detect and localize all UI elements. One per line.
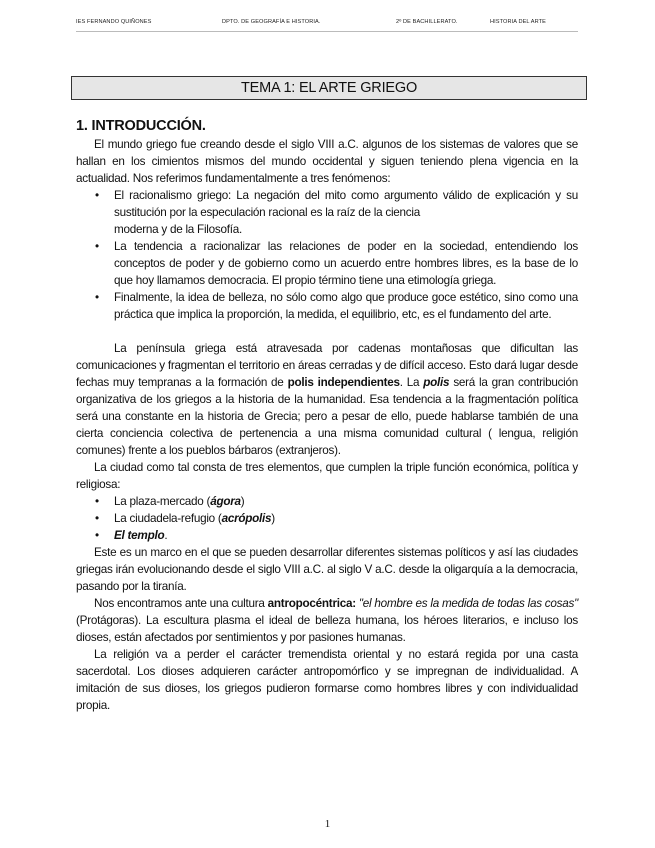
temple-term: El templo xyxy=(114,529,165,542)
anthropo-pre: Nos encontramos ante una cultura xyxy=(94,597,265,610)
peninsula-text-3: será la gran contribución organizativa de los griegos a la historia de la humanidad. Esa tendencia a la fragmentación política será una constante en la historia de Grecia; pero a pesar de ello, puede hablarse también de una cierta conciencia colectiva de pertenencia a una misma comunidad cultural ( lengua, religión comunes) frente a los pueblos bárbaros (extranjeros). xyxy=(76,376,579,457)
polis-term: polis xyxy=(423,376,450,389)
list-item-text: ) xyxy=(271,512,275,525)
list-item-text-cont: moderna y de la Filosofía. xyxy=(114,223,242,236)
list-item-text: La ciudadela-refugio ( xyxy=(114,512,222,525)
section-heading: 1. INTRODUCCIÓN. xyxy=(76,118,206,134)
document-body xyxy=(76,136,578,714)
list-item-text: La tendencia a racionalizar las relaciones de poder en la sociedad, entendiendo los conceptos de poder y de gobierno como un acuerdo entre hombres libres, es la base de lo que hoy llamamos democracia. El propio término tiene una etimología griega. xyxy=(114,240,578,287)
bullet-icon: • xyxy=(95,529,99,542)
list-item xyxy=(76,187,578,238)
bullet-icon: • xyxy=(95,512,99,525)
header-school: IES FERNANDO QUIÑONES xyxy=(76,19,152,25)
bullet-icon: • xyxy=(95,240,99,253)
list-item xyxy=(76,527,578,544)
list-item xyxy=(76,238,578,289)
list-item-text: ) xyxy=(240,495,245,508)
bullet-icon: • xyxy=(95,189,99,202)
list-item-text: Finalmente, la idea de belleza, no sólo como algo que produce goce estético, sino como una práctica que implica la proporción, la medida, el equilibrio, etc, es el fundamento del arte. xyxy=(114,291,578,321)
list-item-text: La plaza-mercado ( xyxy=(114,495,211,508)
acropolis-term: acrópolis xyxy=(221,512,272,525)
header-course: 2º DE BACHILLERATO. xyxy=(396,19,458,25)
list-item xyxy=(76,493,578,510)
agora-term: ágora xyxy=(210,495,241,508)
list-item xyxy=(76,510,578,527)
list-item-text: El racionalismo griego: La negación del mito como argumento válido de explicación y su sustitución por la especulación racional es la raíz de la ciencia xyxy=(114,189,578,219)
antropocentrica-term: antropocéntrica: xyxy=(267,597,356,610)
protagoras-quote: "el hombre es la medida de todas las cosas" xyxy=(358,597,578,610)
peninsula-text-2: . La xyxy=(399,376,420,389)
header-subject: HISTORIA DEL ARTE xyxy=(490,19,546,25)
intro-paragraph: El mundo griego fue creando desde el siglo VIII a.C. algunos de los sistemas de valores que se hallan en los cimientos mismos del mundo occidental y siguen teniendo plena vigencia en la actualidad. Nos referimos fundamentalmente a tres fenómenos: xyxy=(76,138,578,185)
list-item-text: . xyxy=(164,529,168,542)
peninsula-paragraph xyxy=(76,340,578,459)
phenomena-list xyxy=(76,187,578,323)
bullet-icon: • xyxy=(95,291,99,304)
page-header xyxy=(76,17,578,32)
anthropocentric-paragraph xyxy=(76,595,578,646)
religion-paragraph: La religión va a perder el carácter tremendista oriental y no estará regida por una casta sacerdotal. Los dioses adquieren carácter antropomórfico y se impregnan de individualidad. A imitación de sus dioses, los griegos pudieron formarse como hombres libres y con individualidad propia. xyxy=(76,648,578,712)
peninsula-text-1: La península griega está atravesada por cadenas montañosas que dificultan las comunicaciones y fragmentan el territorio en áreas cerradas y de difícil acceso. Esto dará lugar desde fechas muy tempranas a la formación de xyxy=(76,342,579,389)
list-item xyxy=(76,289,578,323)
framework-paragraph: Este es un marco en el que se pueden desarrollar diferentes sistemas políticos y así las ciudades griegas irán evolucionando desde el siglo VIII a.C. al siglo V a.C. desde la oligarquía a la democracia, pasando por la tiranía. xyxy=(76,546,578,593)
city-elements-list xyxy=(76,493,578,544)
anthropo-post: (Protágoras). La escultura plasma el ideal de belleza humana, los héroes literarios, e incluso los dioses, están afectados por sentimientos y por pasiones humanas. xyxy=(76,614,578,644)
document-title: TEMA 1: EL ARTE GRIEGO xyxy=(71,76,587,100)
bullet-icon: • xyxy=(95,495,99,508)
city-intro-paragraph: La ciudad como tal consta de tres elementos, que cumplen la triple función económica, política y religiosa: xyxy=(76,461,578,491)
page-number: 1 xyxy=(324,818,331,830)
header-department: DPTO. DE GEOGRAFÍA E HISTORIA. xyxy=(222,19,321,25)
polis-independientes-term: polis independientes xyxy=(287,376,400,389)
